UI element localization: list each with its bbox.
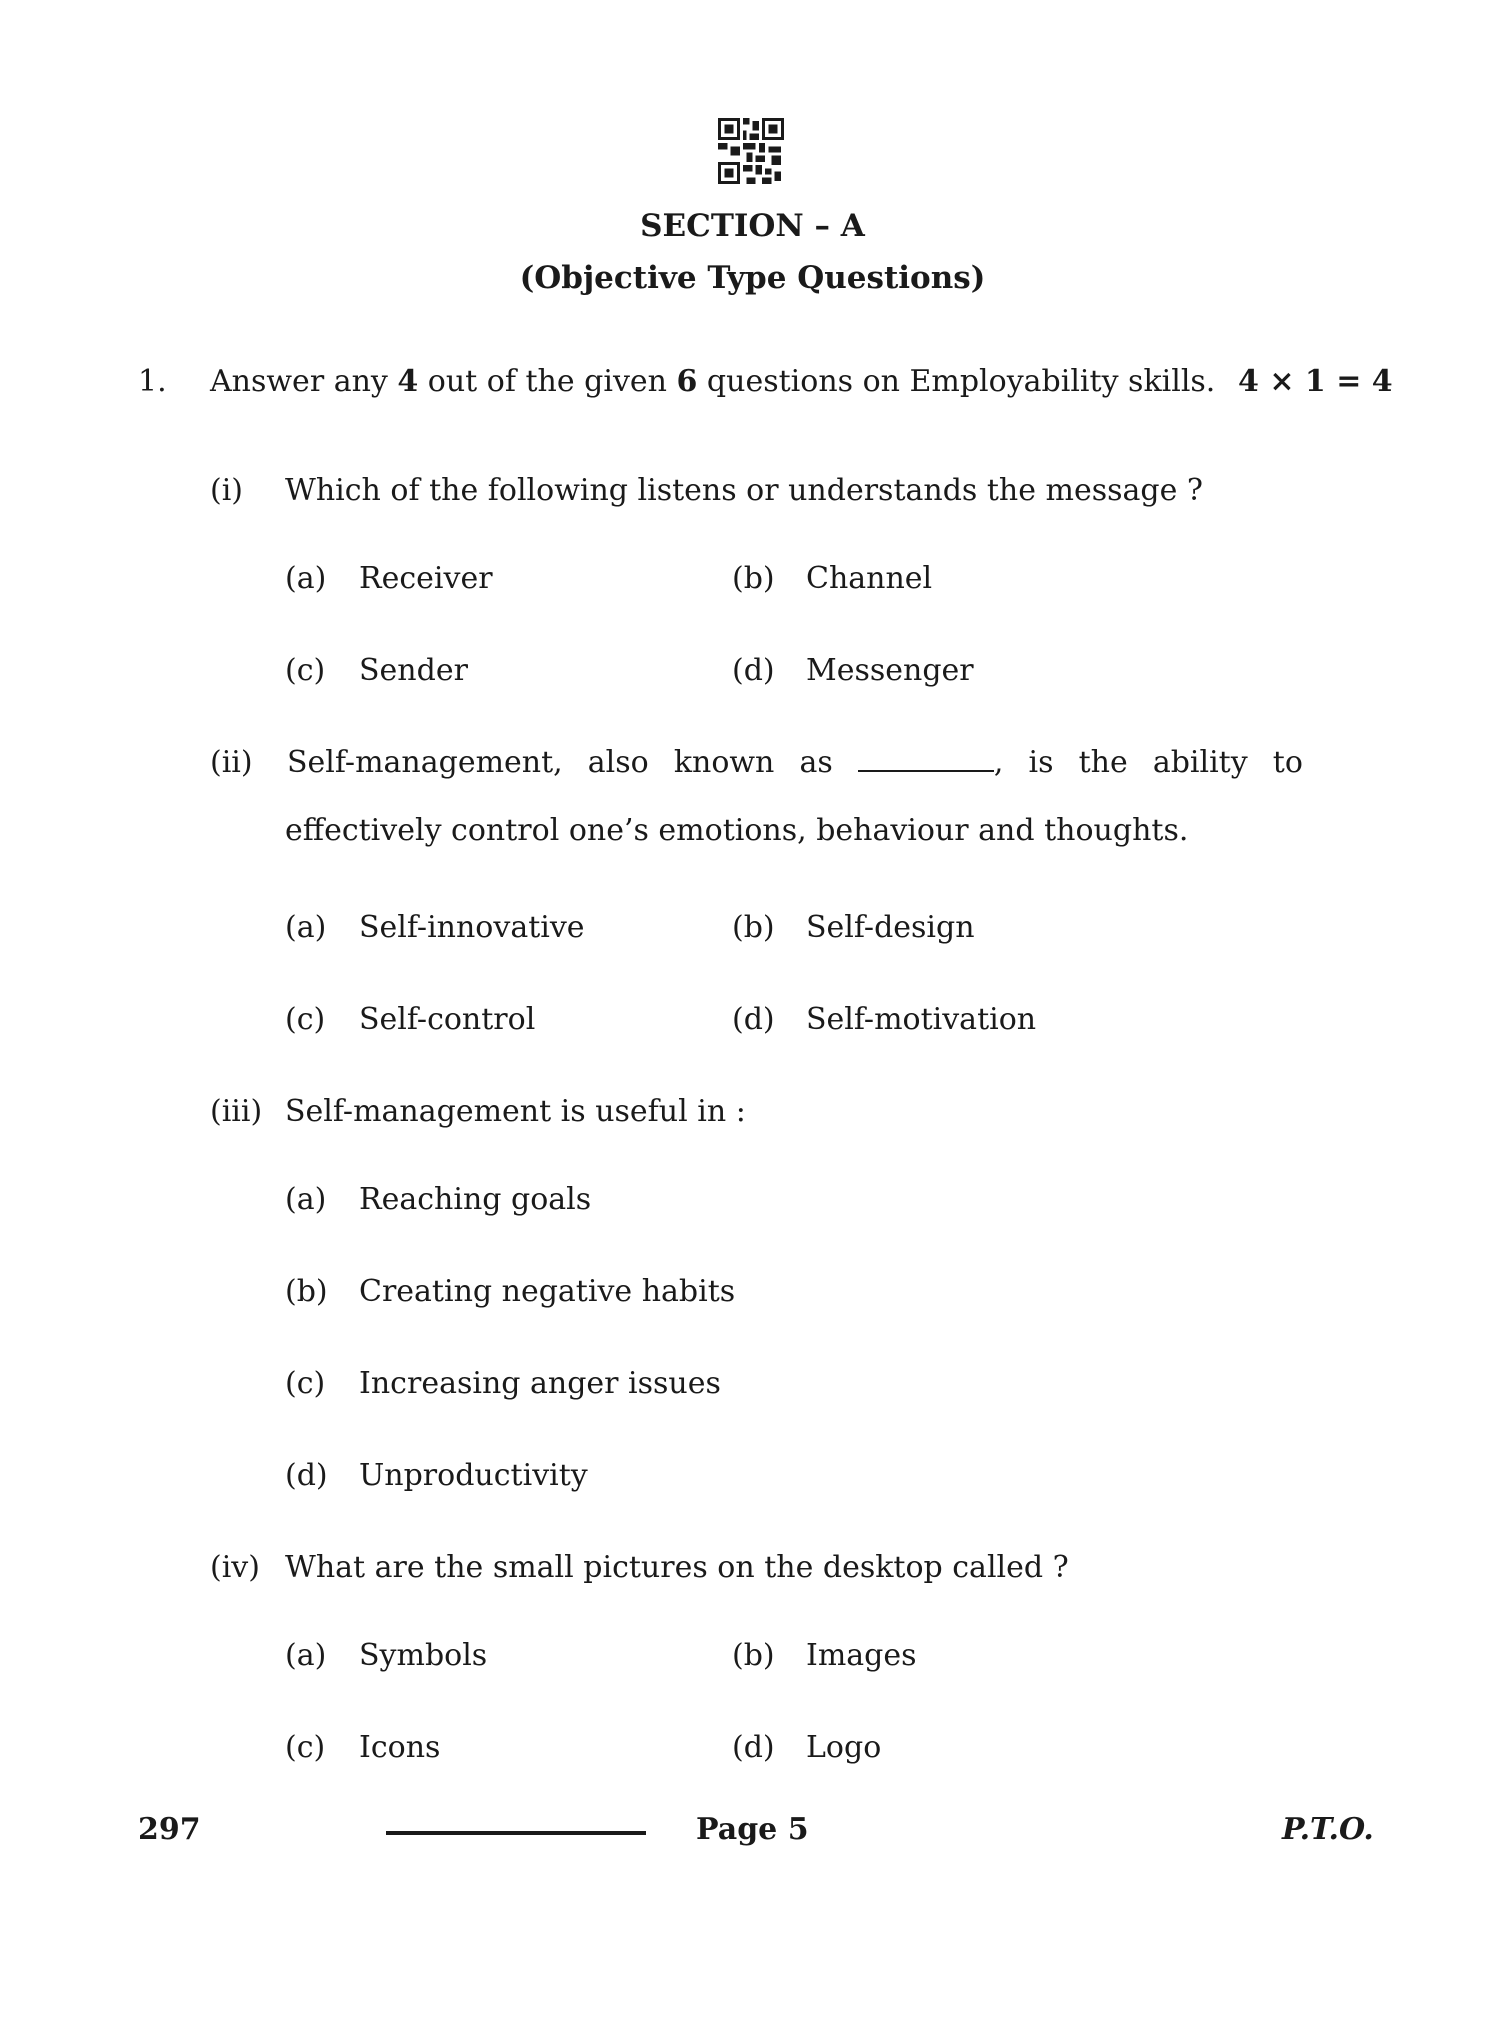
option-label: (b) (285, 1274, 328, 1309)
option-text: Self-design (806, 910, 975, 945)
option-text: Symbols (359, 1638, 488, 1673)
option-label: (d) (732, 1730, 775, 1765)
option-label: (b) (732, 1638, 775, 1673)
option-text: Increasing anger issues (359, 1366, 721, 1401)
option-text: Creating negative habits (359, 1274, 736, 1309)
qr-code-icon (718, 116, 784, 186)
subquestion-text: Which of the following listens or understands the message ? (285, 473, 1203, 508)
option-text: Self-control (359, 1002, 536, 1037)
option-text: Images (806, 1638, 917, 1673)
option-label: (b) (732, 910, 775, 945)
option-text: Receiver (359, 561, 493, 596)
subquestion-label: (i) (210, 473, 244, 508)
question-instruction: Answer any 4 out of the given 6 questions on Employability skills. (210, 364, 1216, 399)
option-label: (c) (285, 1002, 326, 1037)
option-text: Logo (806, 1730, 882, 1765)
option-label: (a) (285, 1182, 327, 1217)
question-number: 1. (138, 364, 167, 399)
section-subtitle: (Objective Type Questions) (519, 260, 986, 296)
paper-code: 297 (138, 1812, 201, 1847)
answer-blank (858, 746, 994, 772)
option-text: Channel (806, 561, 933, 596)
option-label: (d) (732, 1002, 775, 1037)
option-label: (c) (285, 1366, 326, 1401)
option-text: Icons (359, 1730, 441, 1765)
subquestion-label: (iii) (210, 1094, 263, 1129)
option-text: Reaching goals (359, 1182, 592, 1217)
option-text: Self-motivation (806, 1002, 1037, 1037)
pto-label: P.T.O. (1282, 1812, 1374, 1847)
subquestion-text: What are the small pictures on the desktop called ? (285, 1550, 1069, 1585)
option-label: (d) (732, 653, 775, 688)
subquestion-text: Self-management is useful in : (285, 1094, 746, 1129)
option-text: Messenger (806, 653, 974, 688)
footer-rule (386, 1831, 646, 1835)
option-text: Sender (359, 653, 468, 688)
option-label: (a) (285, 1638, 327, 1673)
subquestion-label: (iv) (210, 1550, 260, 1585)
question-marks: 4 × 1 = 4 (1238, 364, 1393, 399)
subquestion-text: Self-management, also known as , is the ability to (287, 745, 1303, 780)
option-label: (c) (285, 653, 326, 688)
option-text: Unproductivity (359, 1458, 588, 1493)
page-number: Page 5 (696, 1812, 809, 1847)
subquestion-text-continued: effectively control one’s emotions, behaviour and thoughts. (285, 813, 1189, 848)
subquestion-label: (ii) (210, 745, 253, 780)
section-title: SECTION – A (640, 208, 865, 244)
option-text: Self-innovative (359, 910, 585, 945)
option-label: (a) (285, 910, 327, 945)
option-label: (a) (285, 561, 327, 596)
option-label: (c) (285, 1730, 326, 1765)
option-label: (b) (732, 561, 775, 596)
option-label: (d) (285, 1458, 328, 1493)
